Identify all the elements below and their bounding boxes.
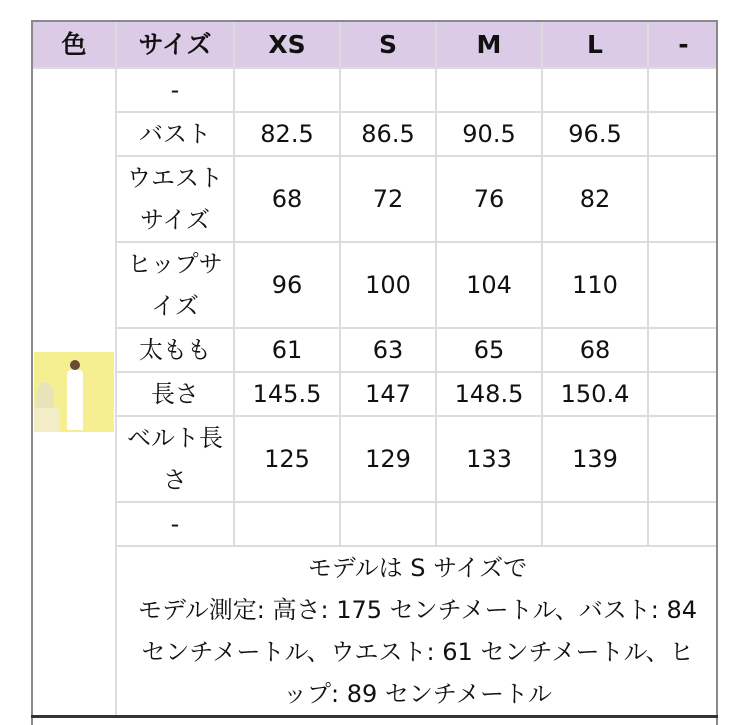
- header-size-xs: XS: [234, 21, 340, 68]
- row-label-line: さ: [163, 466, 187, 494]
- model-note-line: ップ: 89 センチメートル: [283, 680, 552, 708]
- frame-border-right: [716, 20, 718, 725]
- cell-m: [436, 68, 542, 112]
- row-label-line: ヒップサ: [127, 250, 223, 278]
- cell-s: 72: [340, 156, 436, 242]
- cell-m: 76: [436, 156, 542, 242]
- header-size-l: L: [542, 21, 648, 68]
- cell-s: 63: [340, 328, 436, 372]
- cell-xs: [234, 502, 340, 546]
- cell-xs: [234, 68, 340, 112]
- cell-s: 86.5: [340, 112, 436, 156]
- model-note-line: モデル測定: 高さ: 175 センチメートル、バスト: 84: [137, 596, 698, 624]
- table-row: [32, 112, 718, 156]
- product-photo-cell: [32, 68, 116, 716]
- cell-l: 82: [542, 156, 648, 242]
- row-label: -: [116, 68, 234, 112]
- row-label-line: ウエスト: [127, 164, 223, 192]
- product-photo: [34, 352, 114, 432]
- row-label-line: サイズ: [139, 206, 211, 234]
- cell-l: [542, 68, 648, 112]
- cell-s: [340, 502, 436, 546]
- cell-s: [340, 68, 436, 112]
- model-figure: [67, 360, 83, 430]
- table-row: [32, 328, 718, 372]
- row-label: バスト: [116, 112, 234, 156]
- row-label-line: ベルト長: [127, 424, 223, 452]
- cell-l: [542, 502, 648, 546]
- cell-xs: 68: [234, 156, 340, 242]
- table-row: [32, 68, 718, 112]
- model-note: [116, 546, 718, 716]
- cell-l: 68: [542, 328, 648, 372]
- table-row: [32, 242, 718, 328]
- cell-l: 96.5: [542, 112, 648, 156]
- frame-border-top: [31, 20, 718, 22]
- cell-dash: [648, 156, 718, 242]
- bottom-divider: [31, 715, 718, 718]
- row-label: 長さ: [116, 372, 234, 416]
- row-label: [116, 156, 234, 242]
- cell-xs: 96: [234, 242, 340, 328]
- frame-border-left: [31, 20, 33, 725]
- cell-m: [436, 502, 542, 546]
- table-row: [32, 416, 718, 502]
- cell-s: 100: [340, 242, 436, 328]
- model-head: [70, 360, 80, 370]
- cell-m: 65: [436, 328, 542, 372]
- row-label: [116, 416, 234, 502]
- cell-m: 148.5: [436, 372, 542, 416]
- size-chart-table: [31, 20, 718, 717]
- table-row: [32, 372, 718, 416]
- cell-dash: [648, 372, 718, 416]
- cell-dash: [648, 328, 718, 372]
- row-label: 太もも: [116, 328, 234, 372]
- cell-dash: [648, 416, 718, 502]
- cell-xs: 125: [234, 416, 340, 502]
- cell-m: 133: [436, 416, 542, 502]
- table-row: [32, 502, 718, 546]
- cell-l: 110: [542, 242, 648, 328]
- header-size-s: S: [340, 21, 436, 68]
- row-label: [116, 242, 234, 328]
- cell-l: 150.4: [542, 372, 648, 416]
- row-label: -: [116, 502, 234, 546]
- cell-xs: 61: [234, 328, 340, 372]
- model-jumpsuit: [67, 370, 83, 430]
- cell-xs: 82.5: [234, 112, 340, 156]
- cell-xs: 145.5: [234, 372, 340, 416]
- header-row: [32, 21, 718, 68]
- row-label-line: イズ: [151, 292, 199, 320]
- table-row: [32, 156, 718, 242]
- model-note-line: モデルは S サイズで: [307, 554, 528, 582]
- cell-dash: [648, 502, 718, 546]
- cell-m: 104: [436, 242, 542, 328]
- cell-l: 139: [542, 416, 648, 502]
- box-decoration: [34, 408, 60, 432]
- cell-m: 90.5: [436, 112, 542, 156]
- cell-dash: [648, 242, 718, 328]
- cell-dash: [648, 68, 718, 112]
- header-color: 色: [32, 21, 116, 68]
- header-size-m: M: [436, 21, 542, 68]
- header-size-dash: -: [648, 21, 718, 68]
- header-size: サイズ: [116, 21, 234, 68]
- size-chart-frame: [31, 20, 718, 725]
- cell-s: 147: [340, 372, 436, 416]
- cell-s: 129: [340, 416, 436, 502]
- cell-dash: [648, 112, 718, 156]
- model-note-line: センチメートル、ウエスト: 61 センチメートル、ヒ: [141, 638, 694, 666]
- model-note-row: [32, 546, 718, 716]
